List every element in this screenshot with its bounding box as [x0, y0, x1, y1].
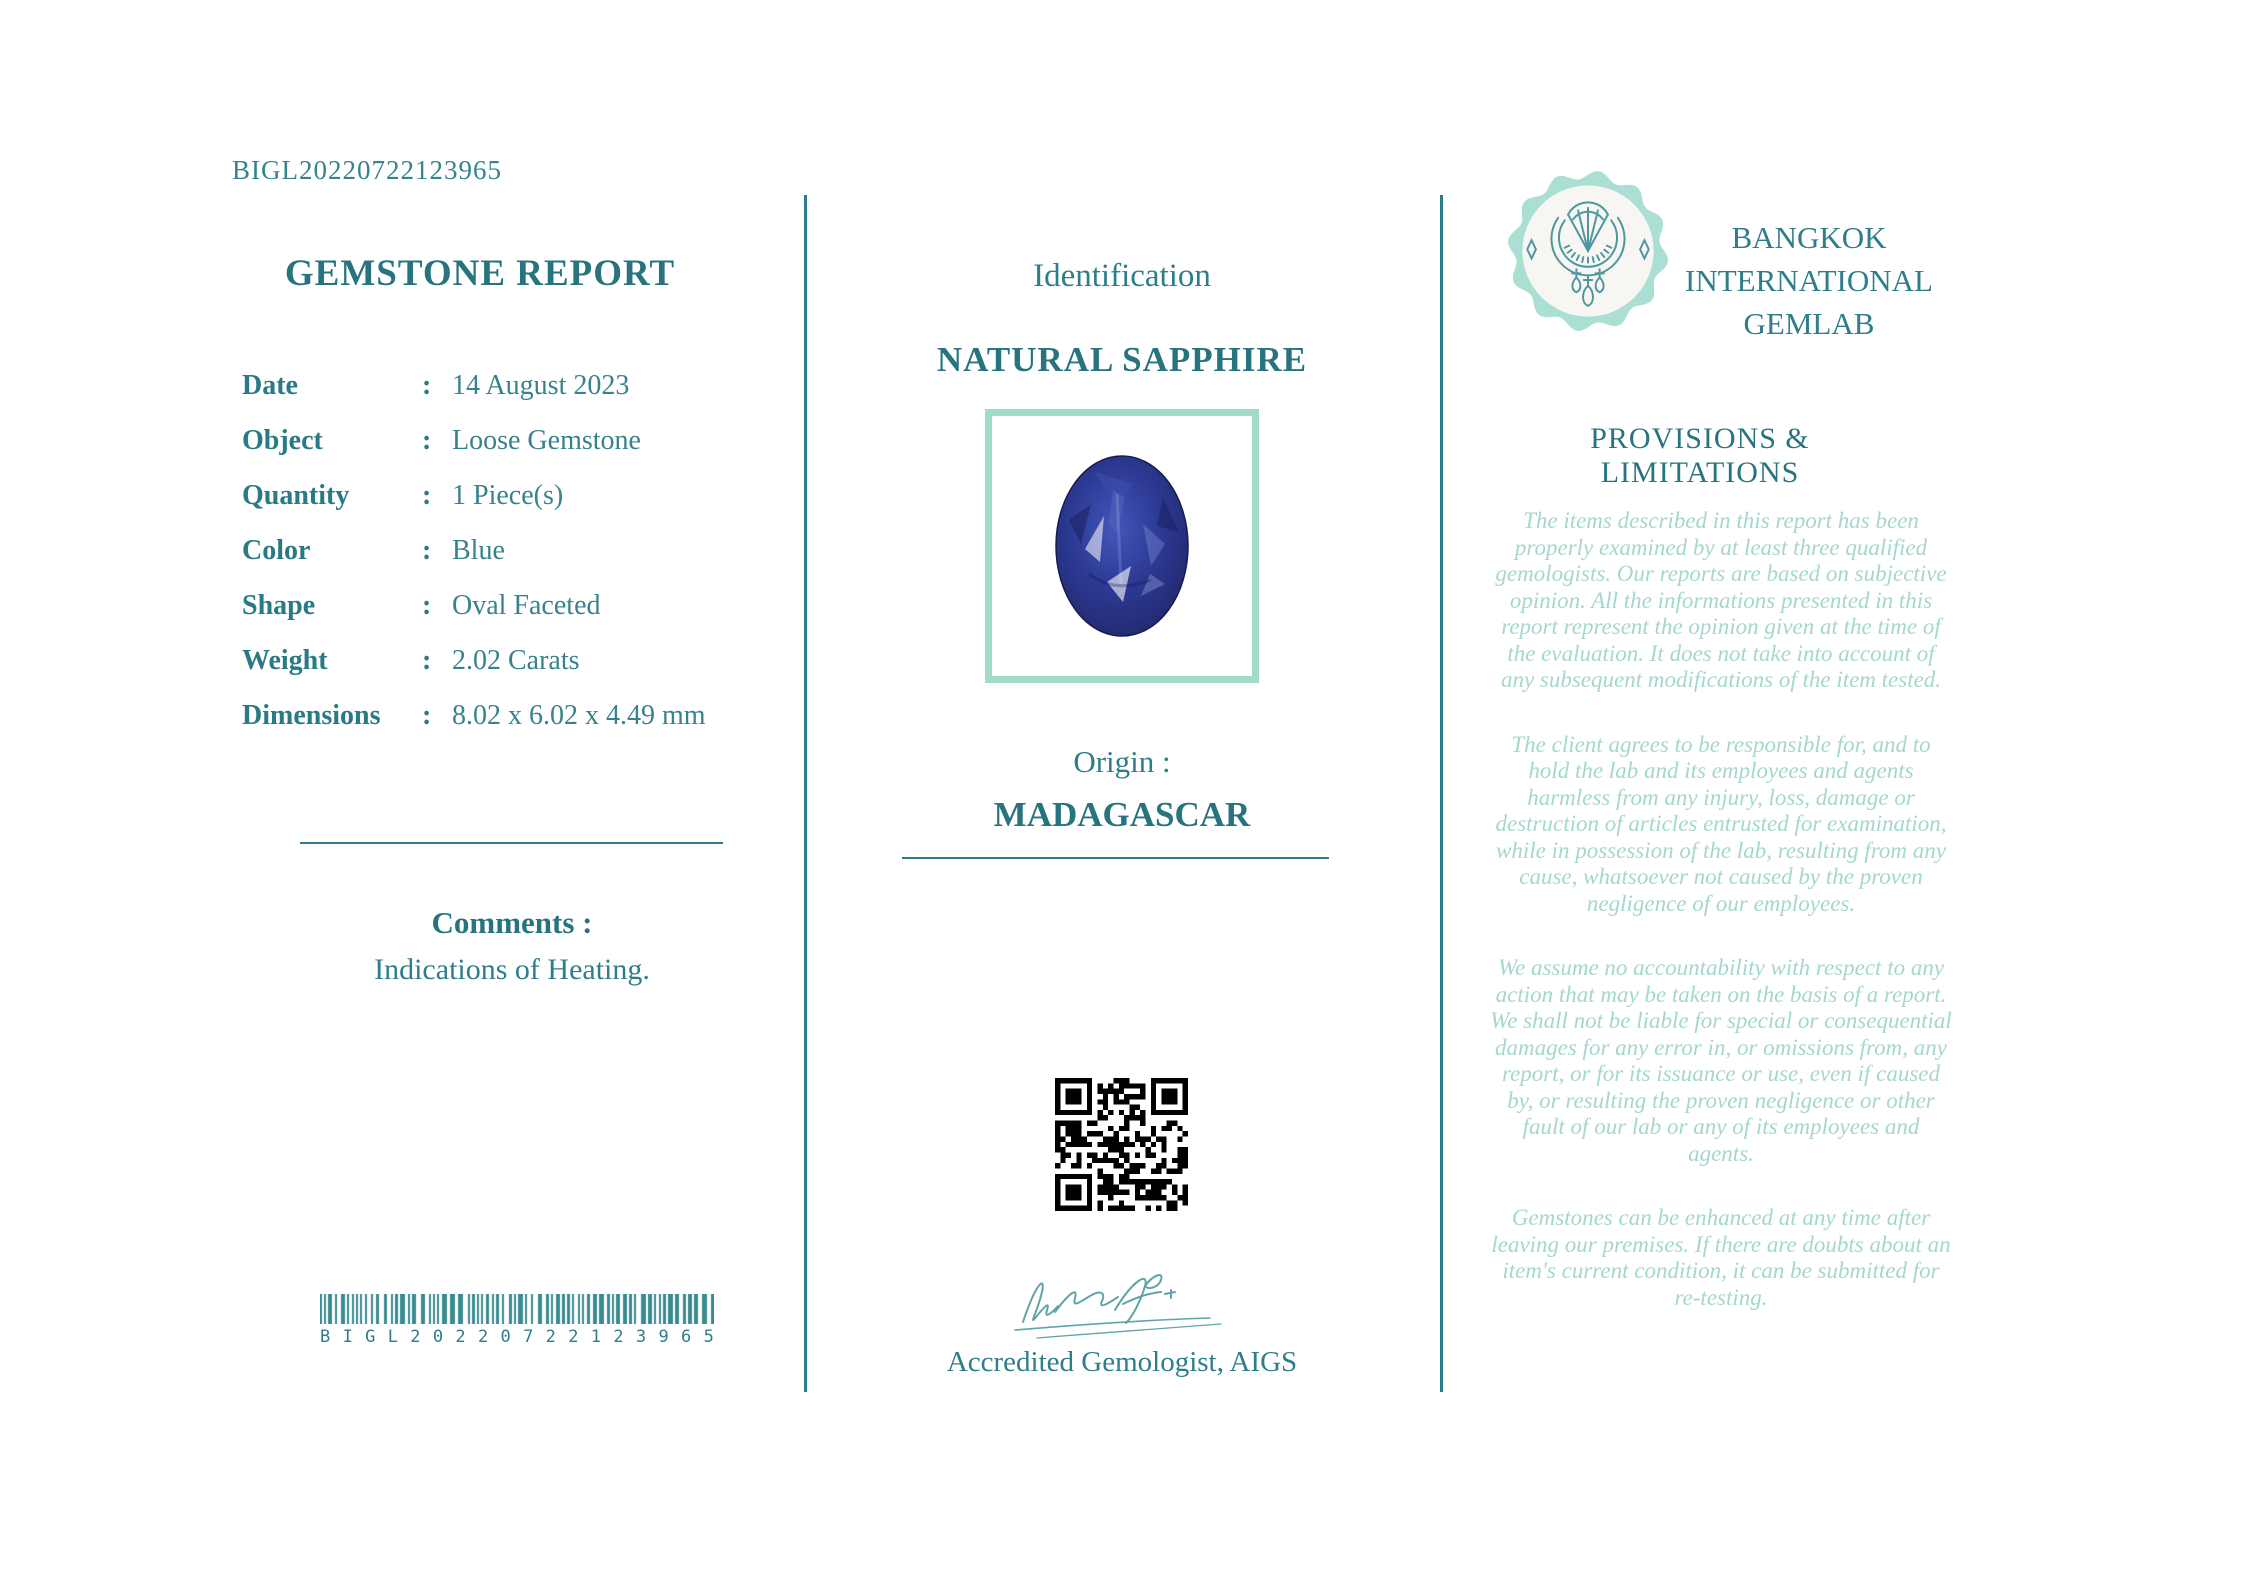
field-label: Color: [242, 535, 311, 566]
field-colon: :: [422, 480, 432, 511]
comments-text: Indications of Heating.: [374, 953, 650, 986]
comments-separator: [300, 842, 723, 844]
table-row: [242, 480, 762, 510]
comments-heading: Comments :: [431, 905, 593, 940]
field-value: 8.02 x 6.02 x 4.49 mm: [452, 700, 706, 731]
page-title: GEMSTONE REPORT: [284, 253, 676, 294]
field-value: 14 August 2023: [452, 370, 630, 401]
lab-name-line: GEMLAB: [1743, 306, 1875, 341]
field-label: Dimensions: [242, 700, 381, 731]
field-label: Date: [242, 370, 298, 401]
table-row: [242, 370, 762, 400]
field-label: Weight: [242, 645, 328, 676]
table-row: [242, 700, 762, 730]
lab-name: [1680, 216, 1938, 345]
field-value: Loose Gemstone: [452, 425, 641, 456]
table-row: [242, 590, 762, 620]
provisions-heading: PROVISIONS & LIMITATIONS: [1590, 422, 1810, 489]
qr-code-icon: [1055, 1078, 1188, 1211]
lab-name-line: BANGKOK: [1731, 220, 1887, 255]
qr-code-image: [1055, 1078, 1188, 1211]
field-colon: :: [422, 590, 432, 621]
signature-title: Accredited Gemologist, AIGS: [946, 1346, 1298, 1378]
provisions-paragraphs: [1490, 508, 1952, 1349]
field-colon: :: [422, 645, 432, 676]
lab-name-line: INTERNATIONAL: [1685, 263, 1933, 298]
field-label: Quantity: [242, 480, 350, 511]
table-row: [242, 425, 762, 455]
column-divider: [1440, 195, 1443, 1392]
field-value: Oval Faceted: [452, 590, 601, 621]
field-value: 1 Piece(s): [452, 480, 564, 511]
table-row: [242, 535, 762, 565]
provisions-paragraph: Gemstones can be enhanced at any time after leaving our premises. If there are doubts about an item's current condition, it can be submitted for re-testing.: [1491, 1205, 1951, 1310]
field-value: Blue: [452, 535, 505, 566]
origin-separator: [902, 857, 1329, 859]
field-label: Shape: [242, 590, 316, 621]
report-number: BIGL20220722123965: [232, 155, 502, 185]
provisions-paragraph: We assume no accountability with respect to any action that may be taken on the basis of a report. We shall not be liable for special or consequential damages for any error in, or omissions from, any report, or for its issuance or use, even if caused by, or resulting the proven negligence or other fault of our lab or any of its employees and agents.: [1490, 955, 1952, 1166]
field-label: Object: [242, 425, 323, 456]
barcode: [320, 1294, 714, 1347]
provisions-paragraph: The items described in this report has been properly examined by at least three qualified gemologists. Our reports are based on subjective opinion. All the informations presented in this report represent the opinion given at the time of the evaluation. It does not take into account of any subsequent modifications of the item tested.: [1495, 508, 1947, 692]
lab-seal-logo: [1505, 168, 1671, 339]
origin-label: Origin :: [1073, 744, 1171, 779]
origin-value: MADAGASCAR: [993, 795, 1251, 834]
field-colon: :: [422, 370, 432, 401]
field-colon: :: [422, 425, 432, 456]
gemologist-signature: [985, 1262, 1265, 1352]
identification-heading: Identification: [1033, 258, 1211, 294]
field-colon: :: [422, 535, 432, 566]
column-divider: [804, 195, 807, 1392]
barcode-image: [320, 1294, 714, 1324]
gem-pendant-icon: [1505, 168, 1671, 334]
field-colon: :: [422, 700, 432, 731]
table-row: [242, 645, 762, 675]
gem-photo-frame: [985, 409, 1259, 683]
gem-photo: [1055, 454, 1189, 638]
report-fields-table: [242, 370, 762, 755]
provisions-paragraph: The client agrees to be responsible for, and to hold the lab and its employees and agents harmless from any injury, loss, damage or destruction of articles entrusted for examination, while in possession of the lab, resulting from any cause, whatsoever not caused by the proven negligence of our employees.: [1495, 731, 1947, 916]
identification-value: NATURAL SAPPHIRE: [936, 340, 1308, 379]
signature-icon: [985, 1262, 1265, 1347]
barcode-text: B I G L 2 0 2 2 0 7 2 2 1 2 3 9 6 5: [320, 1327, 714, 1347]
field-value: 2.02 Carats: [452, 645, 580, 676]
